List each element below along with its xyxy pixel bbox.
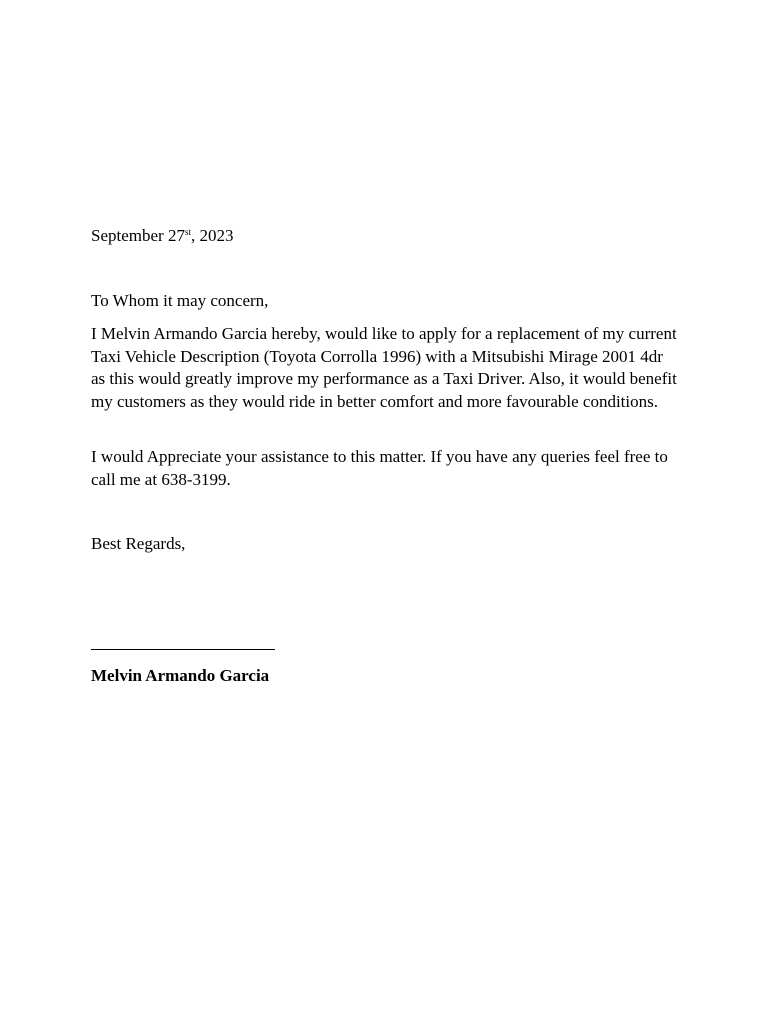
- body-paragraph-contact: I would Appreciate your assistance to this matter. If you have any queries feel free to call me at 638-3199.: [91, 447, 668, 489]
- date-month-day: September 27: [91, 226, 185, 245]
- body-paragraph-request: I Melvin Armando Garcia hereby, would like to apply for a replacement of my current Taxi Vehicle Description (Toyota Corrolla 1996) with a Mitsubishi Mirage 2001 4dr as this would greatly improve my performance as a Taxi Driver. Also, it would benefit my customers as they would ride in better comfort and more favourable conditions.: [91, 324, 677, 411]
- letter-date: [91, 225, 681, 248]
- signature-line: [91, 649, 275, 650]
- date-ordinal-suffix: st: [184, 227, 191, 237]
- closing: Best Regards,: [91, 534, 186, 553]
- signatory-name: Melvin Armando Garcia: [91, 666, 270, 685]
- salutation: To Whom it may concern,: [91, 291, 269, 310]
- date-year: , 2023: [190, 226, 234, 245]
